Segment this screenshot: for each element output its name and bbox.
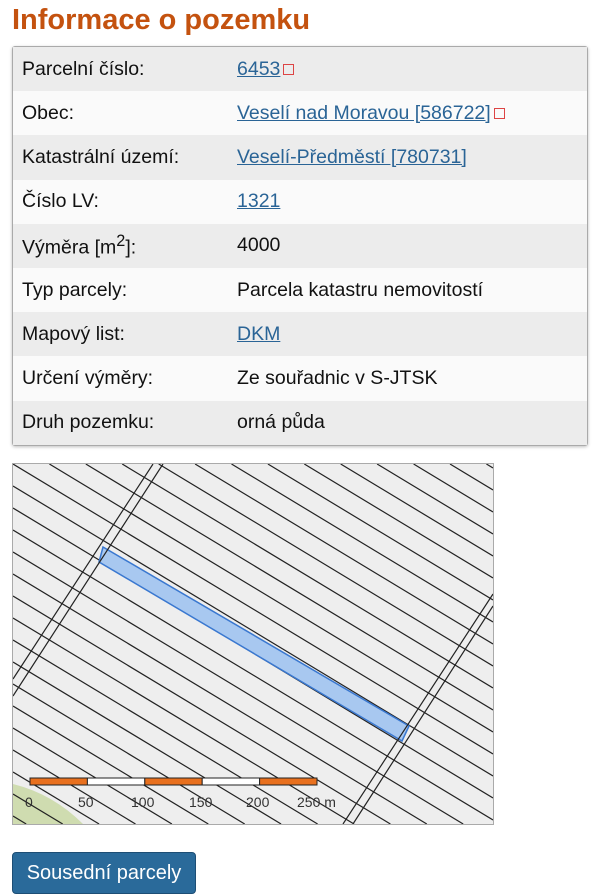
scale-label: 150 <box>189 794 213 810</box>
area-value: 4000 <box>237 234 281 257</box>
green-area <box>13 784 83 824</box>
row-area-determination <box>13 356 587 400</box>
scale-label: 0 <box>25 794 33 810</box>
scale-label: 200 <box>246 794 270 810</box>
selected-parcel <box>99 547 409 741</box>
row-map-sheet <box>13 312 587 356</box>
parcel-boundary <box>195 464 493 644</box>
parcel-boundary <box>341 464 493 556</box>
parcel-boundary <box>122 464 493 688</box>
parcel-boundary <box>304 464 493 578</box>
scale-label: 250 m <box>297 794 336 810</box>
cadastral-area-link[interactable]: Veselí-Předměstí [780731] <box>237 145 467 168</box>
row-label: Obec: <box>22 101 75 124</box>
parcel-boundary <box>13 640 318 824</box>
land-type-value: orná půda <box>237 411 325 434</box>
scale-label: 50 <box>78 794 94 810</box>
row-label: Výměra $[m^2]$: <box>22 232 137 259</box>
row-label: Určení výměry: <box>22 366 154 389</box>
row-area <box>13 224 587 268</box>
parcel-boundary <box>13 530 493 820</box>
scale-bar-segment <box>260 778 317 785</box>
parcel-boundary <box>159 464 493 666</box>
map-sheet-link[interactable]: DKM <box>237 322 281 345</box>
parcel-info-table <box>12 46 588 446</box>
parcel-boundary <box>377 464 493 534</box>
scale-bar-segment <box>30 778 87 785</box>
page-title: Informace o pozemku <box>12 4 311 36</box>
row-label: Druh pozemku: <box>22 411 155 434</box>
parcel-boundary <box>268 464 493 600</box>
row-parcel-number <box>13 47 587 91</box>
row-label: Katastrální území: <box>22 145 180 168</box>
parcel-number-link[interactable]: 6453 <box>237 57 281 80</box>
row-lv-number <box>13 180 587 224</box>
row-municipality <box>13 91 587 135</box>
neighbor-parcels-button[interactable]: Sousední parcely <box>12 852 196 894</box>
scale-bar-segment <box>145 778 202 785</box>
row-label: Mapový list: <box>22 322 125 345</box>
parcel-boundary <box>13 596 390 824</box>
lv-number-link[interactable]: 1321 <box>237 190 281 213</box>
parcel-type-value: Parcela katastru nemovitostí <box>237 278 484 301</box>
parcel-boundary <box>13 486 493 776</box>
external-link-icon[interactable] <box>494 108 505 119</box>
parcel-boundary <box>13 464 493 754</box>
parcel-boundary <box>486 464 493 468</box>
row-label: Parcelní číslo: <box>22 57 145 80</box>
parcel-boundary <box>450 464 493 490</box>
row-label: Typ parcely: <box>22 278 128 301</box>
parcel-map[interactable] <box>12 463 494 825</box>
area-determination-value: Ze souřadnic v S-JTSK <box>237 366 438 389</box>
parcel-boundary <box>414 464 493 512</box>
external-link-icon[interactable] <box>283 64 294 75</box>
map-lines <box>13 464 493 824</box>
municipality-link[interactable]: Veselí nad Moravou [586722] <box>237 101 491 124</box>
row-land-type <box>13 401 587 445</box>
row-cadastral-area <box>13 135 587 179</box>
scale-bar-segment <box>87 778 144 785</box>
row-parcel-type <box>13 268 587 312</box>
scale-bar-segment <box>202 778 259 785</box>
scale-label: 100 <box>131 794 155 810</box>
parcel-boundary <box>49 464 493 732</box>
row-label: Číslo LV: <box>22 190 99 213</box>
